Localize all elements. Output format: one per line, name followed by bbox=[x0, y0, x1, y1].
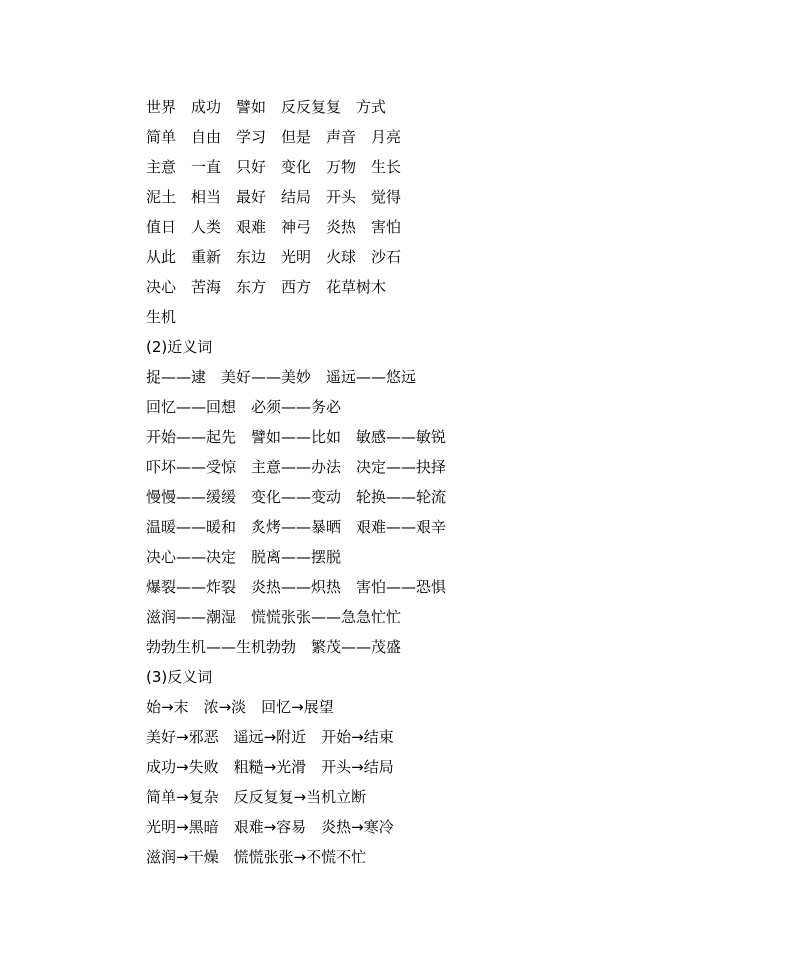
word-list-line-5: 值日 人类 艰难 神弓 炎热 害怕 bbox=[146, 218, 402, 236]
word-list-line-8: 生机 bbox=[146, 308, 177, 326]
document-body bbox=[146, 95, 746, 875]
antonym-line-1: 始→末 浓→淡 回忆→展望 bbox=[146, 698, 334, 716]
synonym-line-5: 慢慢——缓缓 变化——变动 轮换——轮流 bbox=[146, 488, 447, 506]
synonym-line-7: 决心——决定 脱离——摆脱 bbox=[146, 548, 342, 566]
word-list-line-4: 泥土 相当 最好 结局 开头 觉得 bbox=[146, 188, 402, 206]
word-list-line-2: 简单 自由 学习 但是 声音 月亮 bbox=[146, 128, 402, 146]
synonym-line-9: 滋润——潮湿 慌慌张张——急急忙忙 bbox=[146, 608, 402, 626]
synonym-line-4: 吓坏——受惊 主意——办法 决定——抉择 bbox=[146, 458, 447, 476]
synonym-line-10: 勃勃生机——生机勃勃 繁茂——茂盛 bbox=[146, 638, 402, 656]
word-list-line-7: 决心 苦海 东方 西方 花草树木 bbox=[146, 278, 387, 296]
word-list-line-6: 从此 重新 东边 光明 火球 沙石 bbox=[146, 248, 402, 266]
antonym-line-3: 成功→失败 粗糙→光滑 开头→结局 bbox=[146, 758, 394, 776]
synonym-line-8: 爆裂——炸裂 炎热——炽热 害怕——恐惧 bbox=[146, 578, 447, 596]
synonym-line-1: 捉——逮 美好——美妙 遥远——悠远 bbox=[146, 368, 417, 386]
antonym-line-4: 简单→复杂 反反复复→当机立断 bbox=[146, 788, 367, 806]
antonym-line-5: 光明→黑暗 艰难→容易 炎热→寒冷 bbox=[146, 818, 394, 836]
synonym-line-3: 开始——起先 譬如——比如 敏感——敏锐 bbox=[146, 428, 447, 446]
synonym-line-6: 温暖——暖和 炙烤——暴晒 艰难——艰辛 bbox=[146, 518, 447, 536]
antonyms-heading: (3)反义词 bbox=[146, 668, 213, 686]
synonyms-heading: (2)近义词 bbox=[146, 338, 213, 356]
word-list-line-3: 主意 一直 只好 变化 万物 生长 bbox=[146, 158, 402, 176]
word-list-line-1: 世界 成功 譬如 反反复复 方式 bbox=[146, 98, 387, 116]
antonym-line-2: 美好→邪恶 遥远→附近 开始→结束 bbox=[146, 728, 394, 746]
antonym-line-6: 滋润→干燥 慌慌张张→不慌不忙 bbox=[146, 848, 367, 866]
synonym-line-2: 回忆——回想 必须——务必 bbox=[146, 398, 342, 416]
